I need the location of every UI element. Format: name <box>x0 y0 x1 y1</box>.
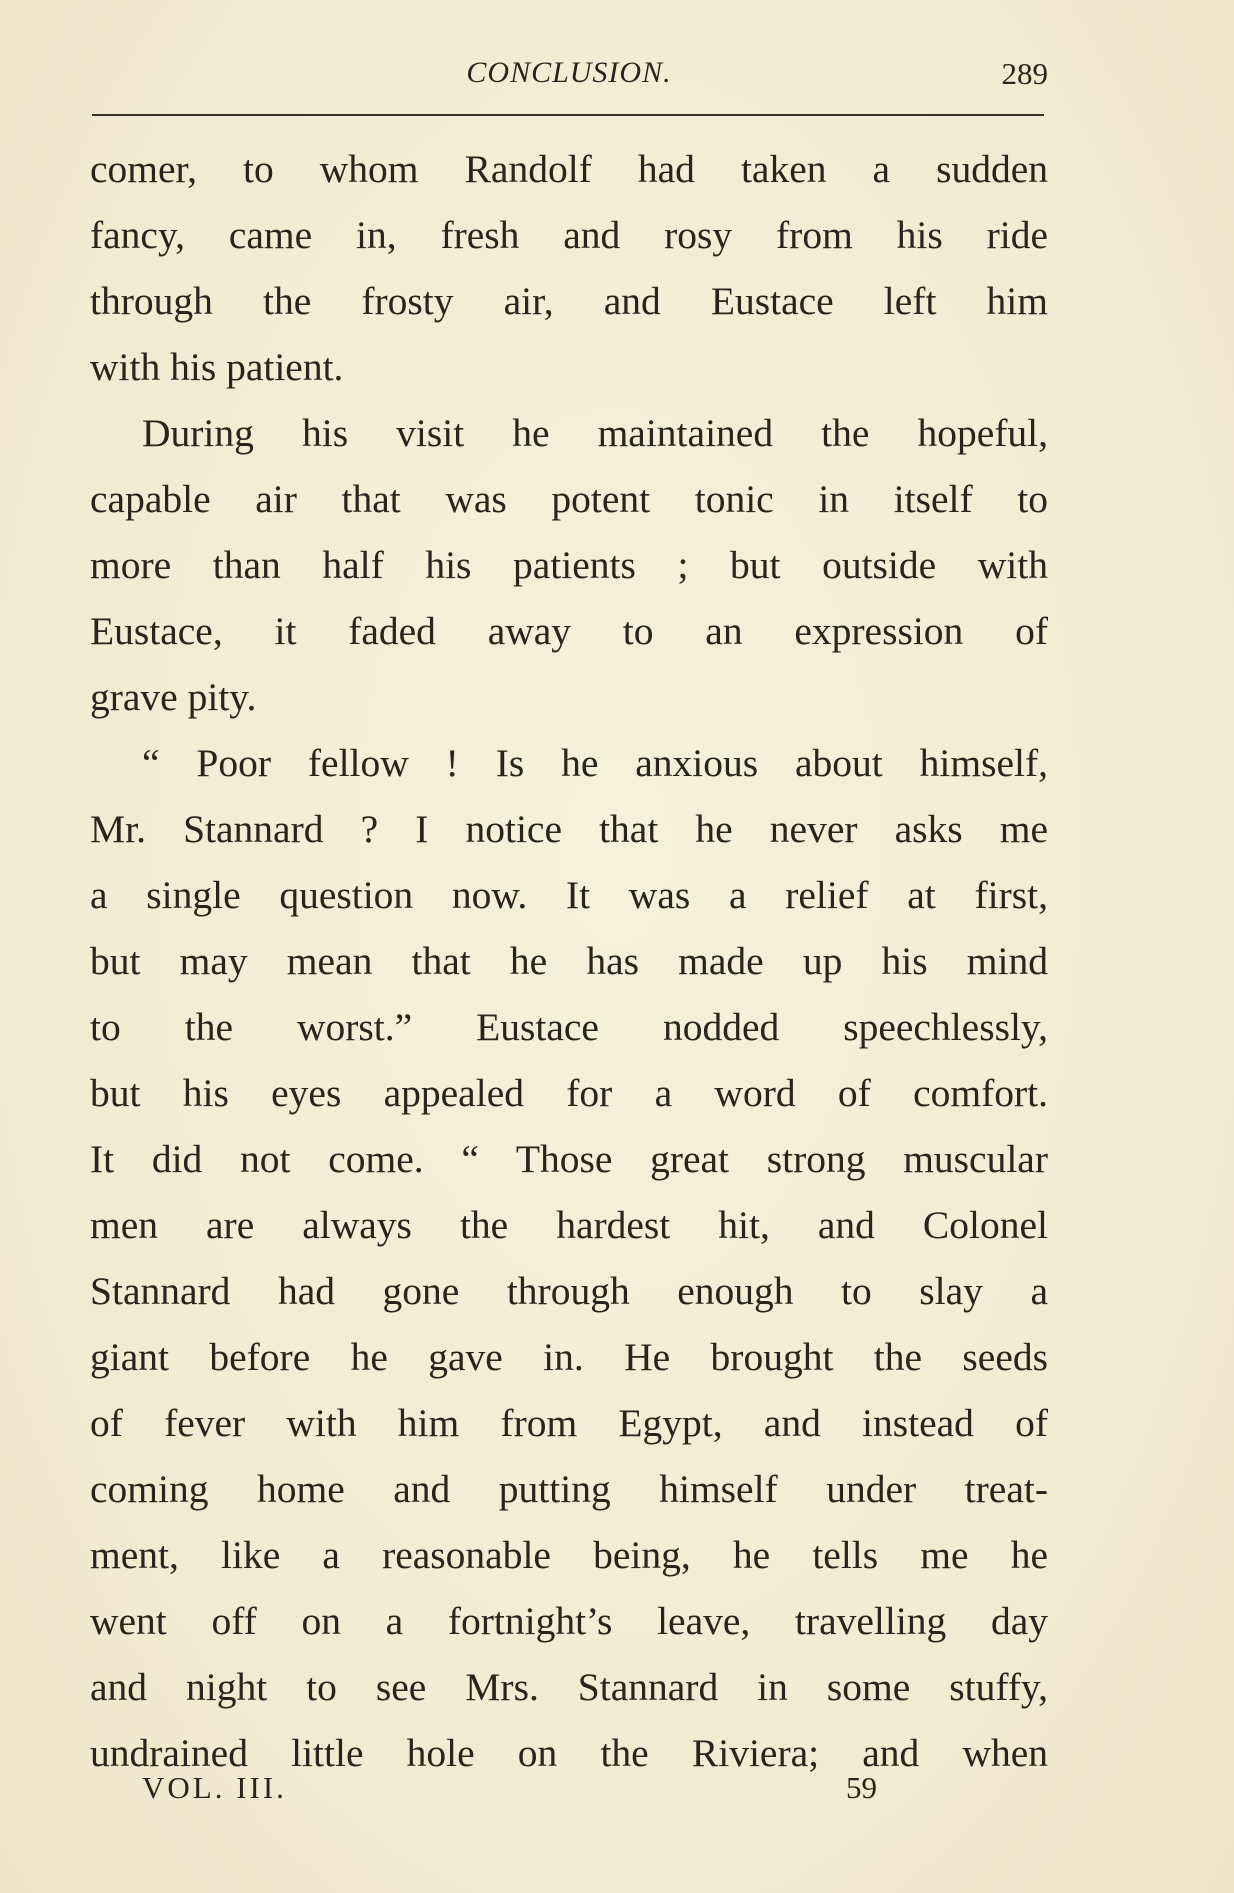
text-line: grave pity. <box>90 675 257 719</box>
body-text <box>90 136 1048 1786</box>
text-line: It did not come. “ Those great strong muscular <box>90 1137 1048 1181</box>
running-title: CONCLUSION. <box>466 56 672 89</box>
text-line: Stannard had gone through enough to slay a <box>90 1269 1048 1313</box>
text-line: capable air that was potent tonic in itself to <box>90 477 1048 521</box>
text-line: more than half his patients ; but outside with <box>90 543 1048 587</box>
text-line: but may mean that he has made up his mind <box>90 939 1048 983</box>
text-line: giant before he gave in. He brought the seeds <box>90 1335 1048 1379</box>
text-line: to the worst.” Eustace nodded speechlessly, <box>90 1005 1048 1049</box>
text-line: men are always the hardest hit, and Colonel <box>90 1203 1048 1247</box>
volume-mark: VOL. III. <box>142 1770 287 1805</box>
text-line: During his visit he maintained the hopeful, <box>142 411 1048 455</box>
signature-mark: 59 <box>846 1770 877 1805</box>
text-line: a single question now. It was a relief at first, <box>90 873 1048 917</box>
text-line: undrained little hole on the Riviera; and when <box>90 1731 1048 1775</box>
text-line: went off on a fortnight’s leave, travelling day <box>90 1599 1048 1643</box>
text-line: coming home and putting himself under treat- <box>90 1467 1048 1511</box>
text-line: comer, to whom Randolf had taken a sudden <box>90 147 1048 191</box>
header-rule <box>92 114 1044 116</box>
text-line: through the frosty air, and Eustace left him <box>90 279 1048 323</box>
page-number: 289 <box>1001 56 1048 91</box>
text-line: fancy, came in, fresh and rosy from his ride <box>90 213 1048 257</box>
text-line: of fever with him from Egypt, and instead of <box>90 1401 1048 1445</box>
running-head <box>90 52 1048 102</box>
text-line: with his patient. <box>90 345 344 389</box>
text-line: Eustace, it faded away to an expression of <box>90 609 1048 653</box>
text-line: but his eyes appealed for a word of comfort. <box>90 1071 1048 1115</box>
text-line: “ Poor fellow ! Is he anxious about himself, <box>142 741 1048 785</box>
text-line: ment, like a reasonable being, he tells me he <box>90 1533 1048 1577</box>
text-line: Mr. Stannard ? I notice that he never asks me <box>90 807 1048 851</box>
text-line: and night to see Mrs. Stannard in some stuffy, <box>90 1665 1048 1709</box>
signature-line <box>130 1770 930 1820</box>
